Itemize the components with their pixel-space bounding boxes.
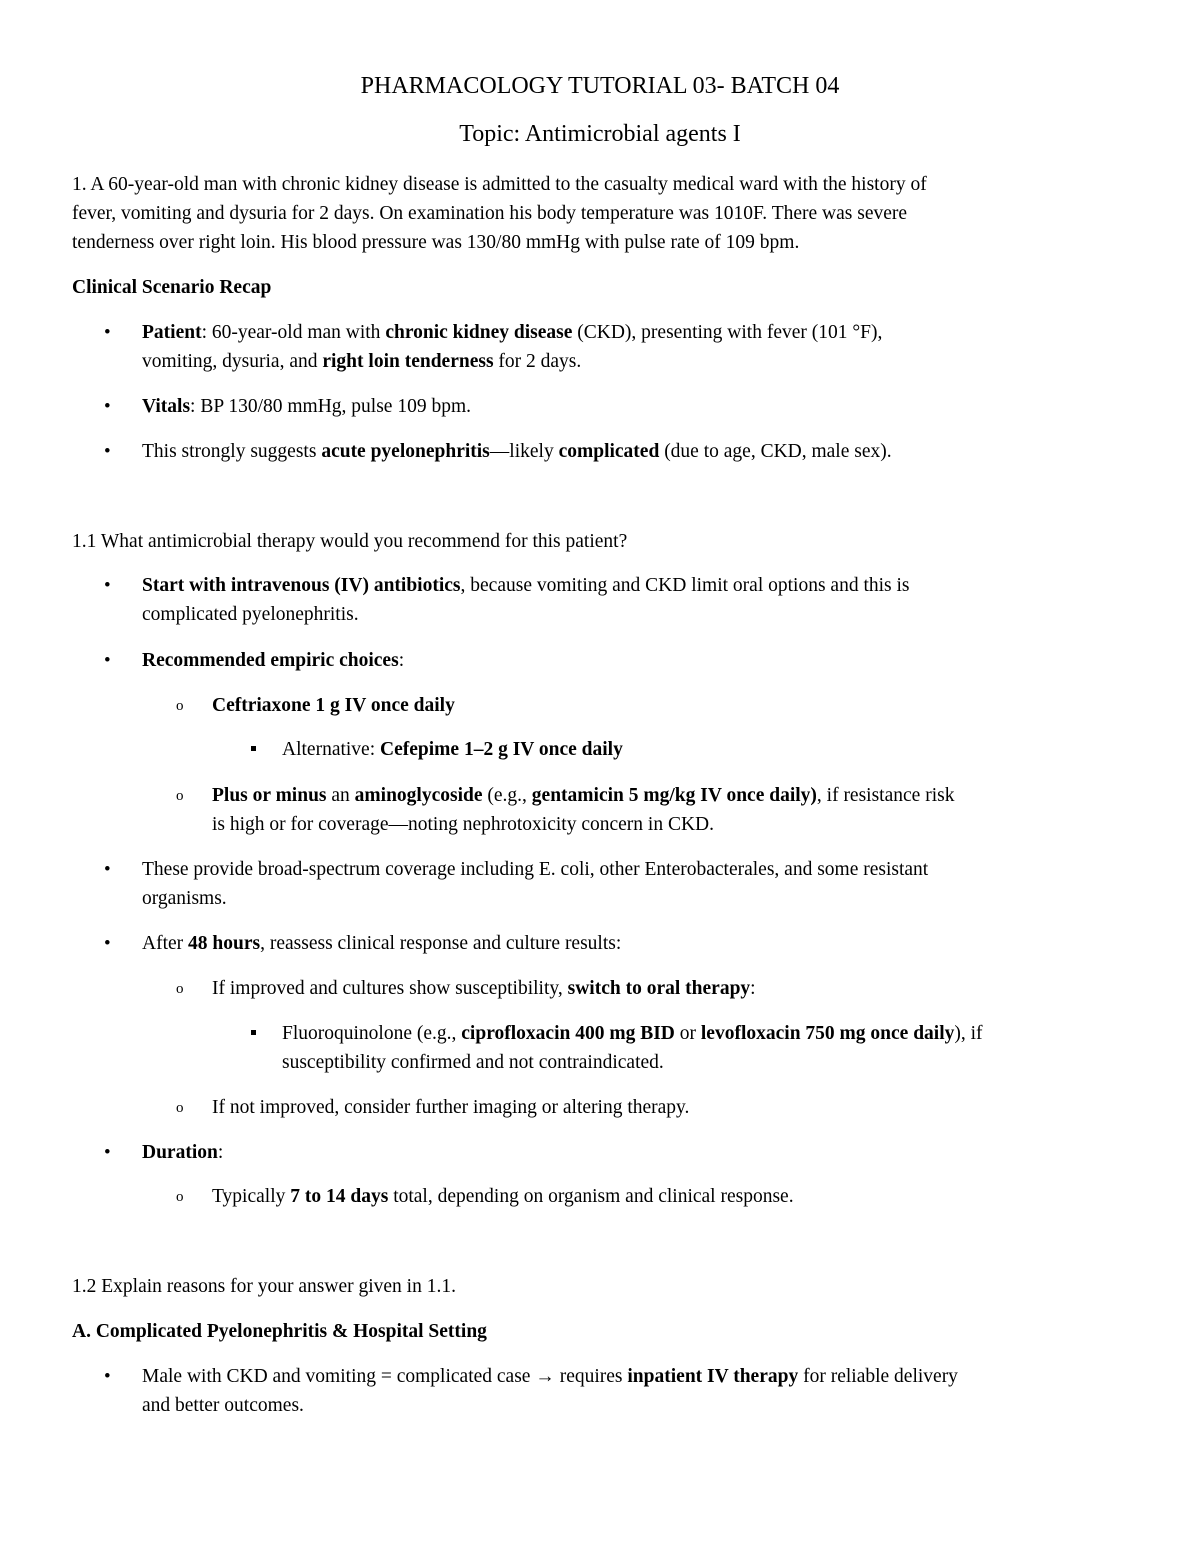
bullet-square [251, 746, 256, 751]
bold-text: chronic kidney disease [385, 322, 573, 343]
question-1-1: 1.1 What antimicrobial therapy would you recommend for this patient? [72, 531, 628, 552]
bullet-dot: • [104, 322, 111, 343]
bold-text: complicated [558, 441, 660, 462]
male-ckd-line-2: and better outcomes. [142, 1395, 304, 1416]
bullet-dot: • [104, 1366, 111, 1387]
after-48-hours [142, 929, 621, 958]
ceftriaxone: Ceftriaxone 1 g IV once daily [212, 695, 455, 716]
bold-text: switch to oral therapy [567, 978, 751, 999]
coverage-line-1: These provide broad-spectrum coverage including E. coli, other Enterobacterales, and some resistant [142, 859, 929, 880]
recap-heading: Clinical Scenario Recap [72, 277, 272, 298]
bullet-dot: • [104, 1142, 111, 1163]
bold-text: levofloxacin 750 mg once daily [700, 1023, 955, 1044]
coverage-line-2: organisms. [142, 888, 227, 909]
question-1-2: 1.2 Explain reasons for your answer given in 1.1. [72, 1276, 456, 1297]
text: : [398, 650, 405, 671]
bold-text: Cefepime 1–2 g IV once daily [380, 739, 623, 760]
text: Fluoroquinolone (e.g., [282, 1023, 462, 1044]
start-iv-line-2: complicated pyelonephritis. [142, 604, 359, 625]
bullet-circle: o [176, 698, 184, 714]
text: ), if [954, 1023, 983, 1044]
if-not-improved: If not improved, consider further imaging or altering therapy. [212, 1097, 690, 1118]
bold-text: gentamicin 5 mg/kg IV once daily) [531, 785, 817, 806]
question-1-line-3: tenderness over right loin. His blood pressure was 130/80 mmHg with pulse rate of 109 bpm. [72, 232, 800, 253]
text: , because vomiting and CKD limit oral options and this is [460, 575, 910, 596]
bullet-dot: • [104, 933, 111, 954]
male-ckd-line-1 [142, 1362, 958, 1391]
recap-patient-line-1 [142, 318, 882, 347]
if-improved [212, 974, 756, 1003]
bold-text: right loin tenderness [322, 351, 494, 372]
text: Male with CKD and vomiting = complicated case → requires [142, 1366, 628, 1387]
text: : BP 130/80 mmHg, pulse 109 bpm. [190, 396, 471, 417]
bold-text: inpatient IV therapy [627, 1366, 799, 1387]
text: : [750, 978, 756, 999]
recap-vitals [142, 392, 471, 421]
text: or [674, 1023, 701, 1044]
question-1-line-2: fever, vomiting and dysuria for 2 days. On examination his body temperature was 1010F. There was severe [72, 203, 908, 224]
text: —likely [489, 441, 559, 462]
bold-text: Duration [142, 1142, 218, 1163]
text: vomiting, dysuria, and [142, 351, 323, 372]
bold-text: acute pyelonephritis [321, 441, 490, 462]
bold-text: ciprofloxacin 400 mg BID [461, 1023, 675, 1044]
bullet-dot: • [104, 575, 111, 596]
fluoroquinolone-line-1 [282, 1019, 983, 1048]
text: for 2 days. [493, 351, 582, 372]
text: (e.g., [482, 785, 532, 806]
bold-text: Start with intravenous (IV) antibiotics [142, 575, 461, 596]
alternative [282, 735, 623, 764]
text: : 60-year-old man with [201, 322, 386, 343]
bullet-dot: • [104, 650, 111, 671]
question-1-line-1: 1. A 60-year-old man with chronic kidney disease is admitted to the casualty medical ward with the history of [72, 174, 927, 195]
bullet-circle: o [176, 788, 184, 804]
bold-text: 7 to 14 days [290, 1186, 389, 1207]
empiric-choices [142, 646, 404, 675]
patient-label: Patient [142, 322, 202, 343]
text: (due to age, CKD, male sex). [659, 441, 892, 462]
bold-text: aminoglycoside [354, 785, 483, 806]
typically-duration [212, 1182, 794, 1211]
text: This strongly suggests [142, 441, 322, 462]
duration [142, 1138, 223, 1167]
bullet-square [251, 1030, 256, 1035]
text: , reassess clinical response and culture results: [260, 933, 622, 954]
bullet-circle: o [176, 981, 184, 997]
text: (CKD), presenting with fever (101 °F), [572, 322, 883, 343]
bullet-dot: • [104, 441, 111, 462]
recap-summary [142, 437, 892, 466]
aminoglycoside-line-1 [212, 781, 954, 810]
bold-text: 48 hours [188, 933, 261, 954]
bullet-circle: o [176, 1189, 184, 1205]
vitals-label: Vitals [142, 396, 191, 417]
recap-patient-line-2 [142, 347, 581, 376]
text: an [326, 785, 355, 806]
text: for reliable delivery [798, 1366, 958, 1387]
document-topic: Topic: Antimicrobial agents I [459, 121, 741, 147]
aminoglycoside-line-2: is high or for coverage—noting nephrotoxicity concern in CKD. [212, 814, 715, 835]
start-iv-line-1 [142, 571, 910, 600]
bold-text: Recommended empiric choices [142, 650, 399, 671]
section-a-heading: A. Complicated Pyelonephritis & Hospital Setting [72, 1321, 487, 1342]
document-title: PHARMACOLOGY TUTORIAL 03- BATCH 04 [360, 73, 840, 99]
text: Alternative: [282, 739, 381, 760]
text: , if resistance risk [816, 785, 955, 806]
text: Typically [212, 1186, 291, 1207]
text: total, depending on organism and clinical response. [388, 1186, 794, 1207]
text: : [217, 1142, 224, 1163]
fluoroquinolone-line-2: susceptibility confirmed and not contraindicated. [282, 1052, 664, 1073]
bullet-dot: • [104, 859, 111, 880]
text: After [142, 933, 189, 954]
bullet-dot: • [104, 396, 111, 417]
bold-text: Plus or minus [212, 785, 327, 806]
bullet-circle: o [176, 1100, 184, 1116]
text: If improved and cultures show susceptibility, [212, 978, 568, 999]
